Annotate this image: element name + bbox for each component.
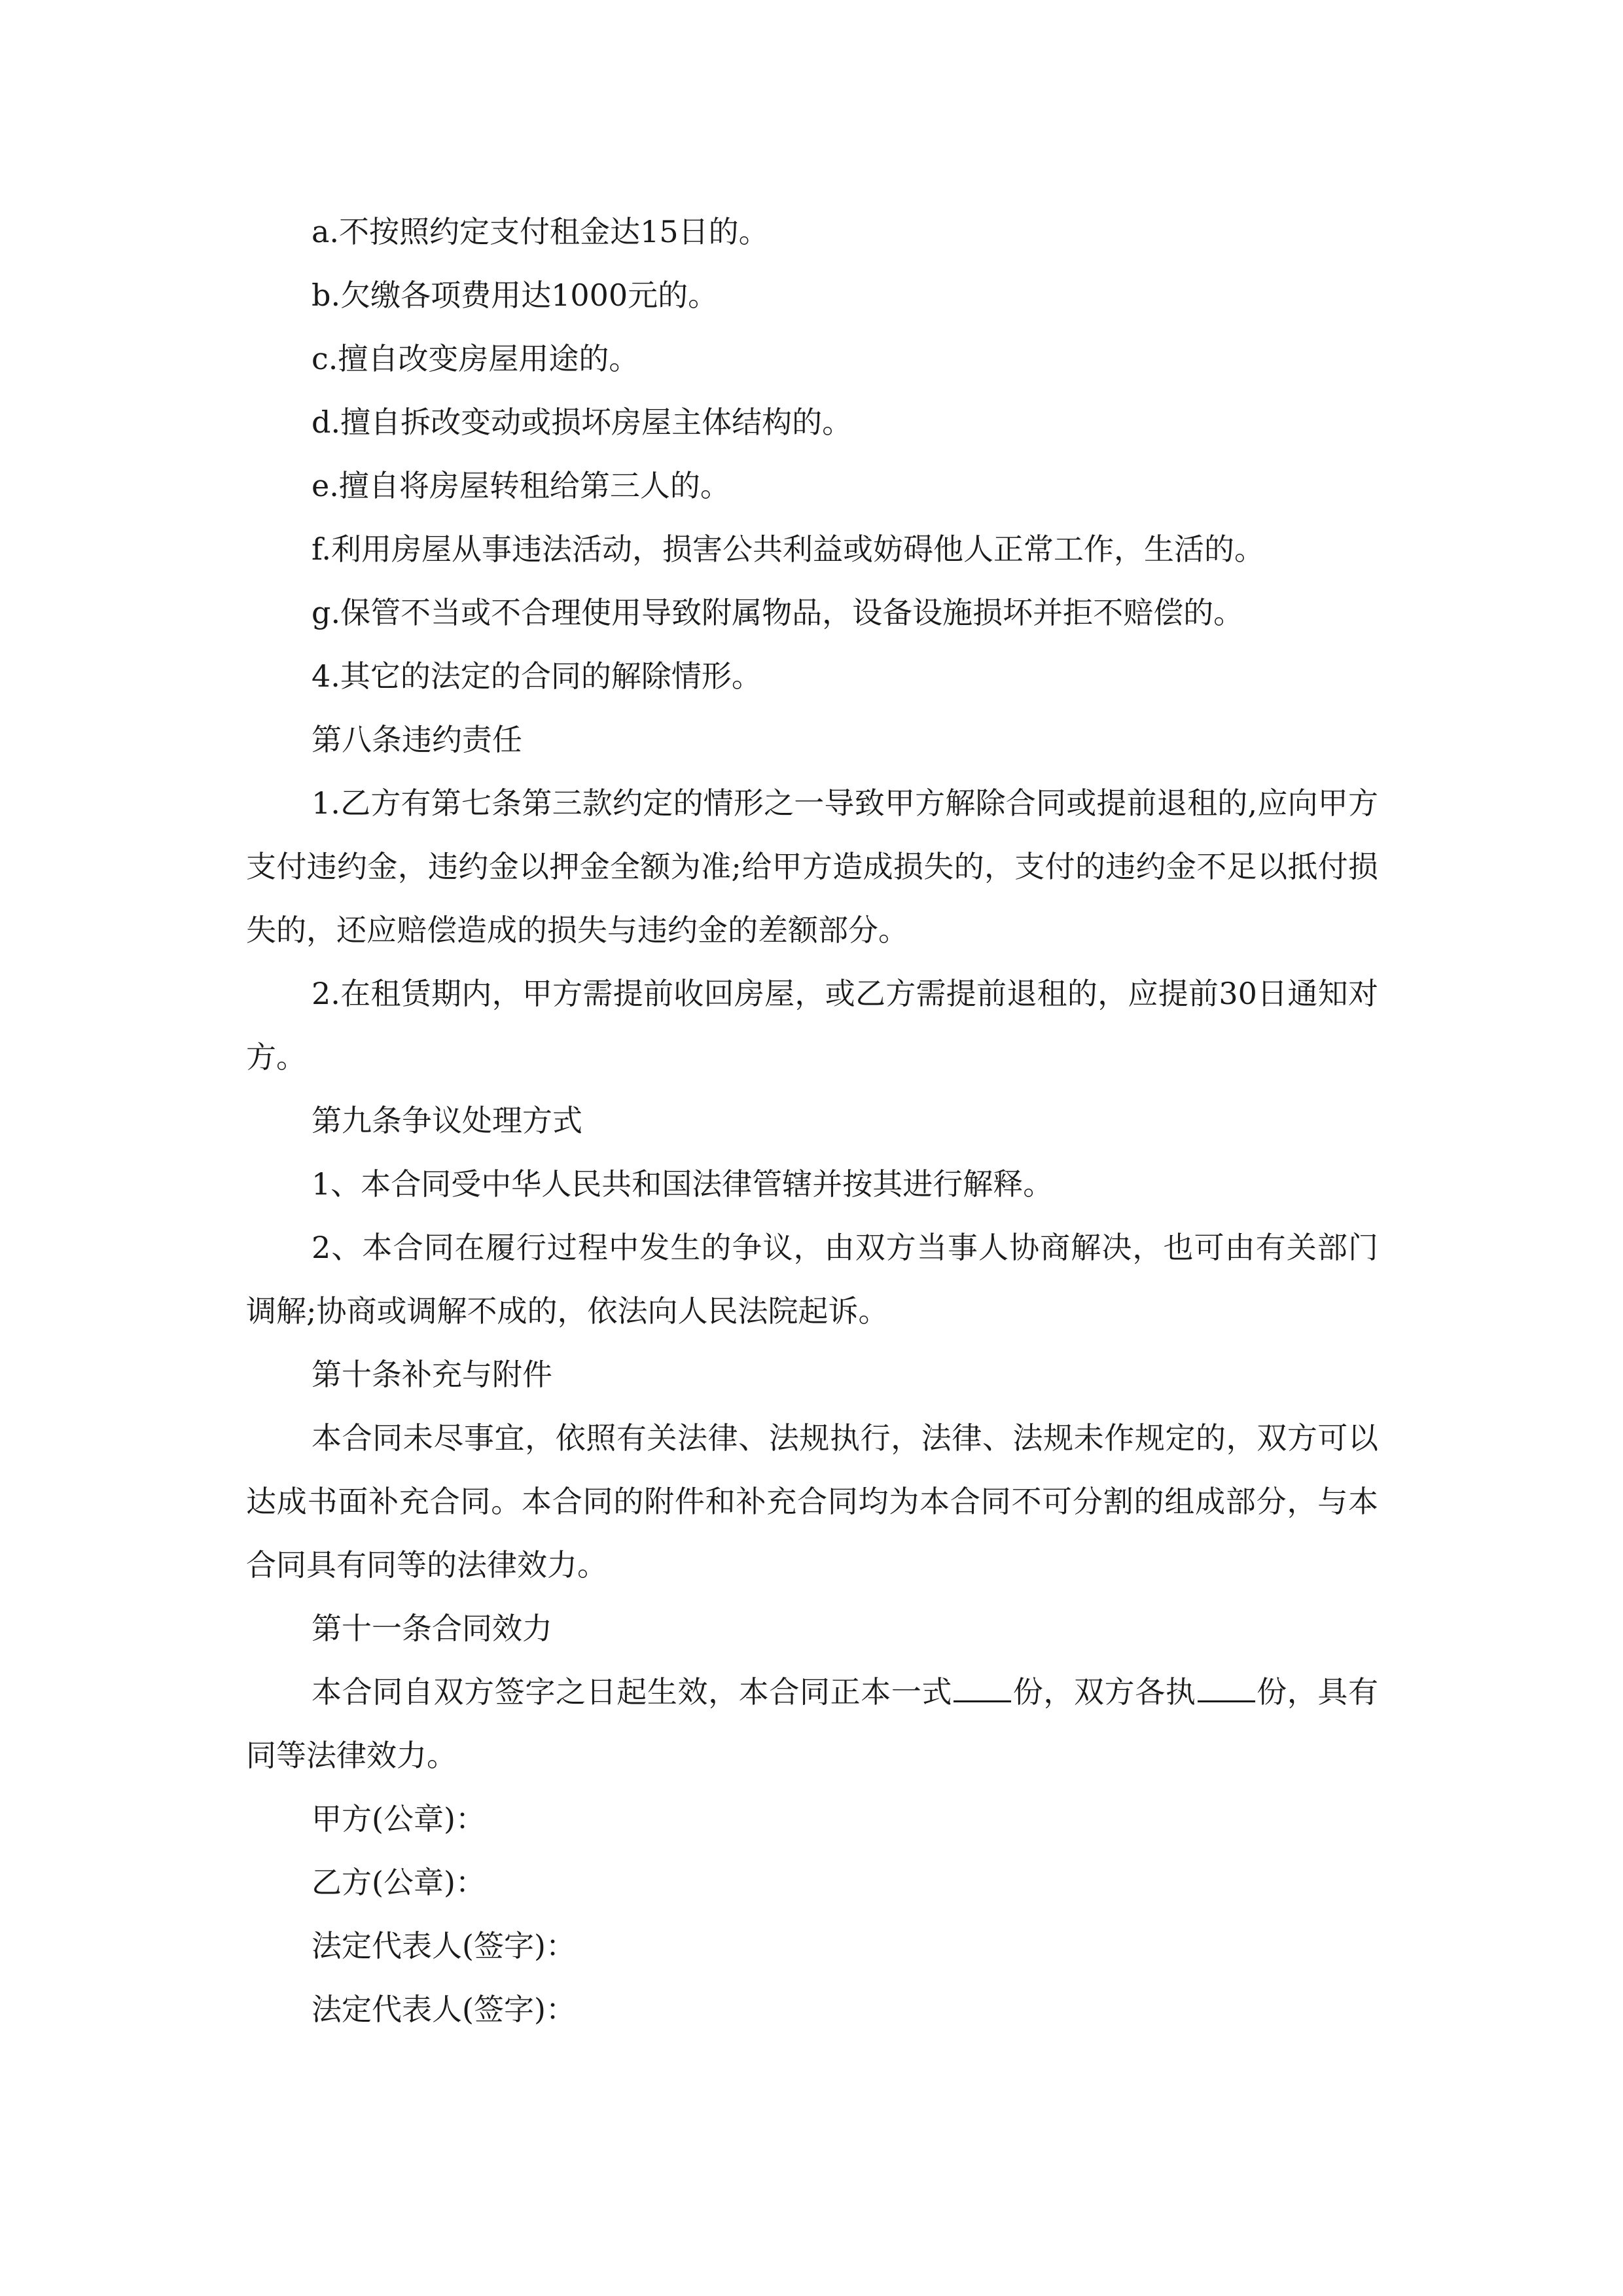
article-11-text-part-3: 份，具有同等法律效力。 <box>246 1674 1378 1773</box>
article-9-title: 第九条争议处理方式 <box>312 1103 582 1138</box>
article-11-text-part-1: 本合同自双方签字之日起生效，本合同正本一式 <box>312 1674 953 1710</box>
clause-item-4: 4.其它的法定的合同的解除情形。 <box>312 658 762 694</box>
document-body <box>246 200 1378 2041</box>
clause-item-g: g.保管不当或不合理使用导致附属物品，设备设施损坏并拒不赔偿的。 <box>312 595 1244 630</box>
article-8-paragraph-1: 1.乙方有第七条第三款约定的情形之一导致甲方解除合同或提前退租的,应向甲方支付违约金，违约金以押金全额为准;给甲方造成损失的，支付的违约金不足以抵付损失的，还应赔偿造成的损失与违约金的差额部分。 <box>246 785 1378 948</box>
clause-item-b: b.欠缴各项费用达1000元的。 <box>312 278 719 313</box>
article-10-title: 第十条补充与附件 <box>312 1357 552 1392</box>
signature-party-a: 甲方(公章)： <box>312 1801 486 1837</box>
clause-item-a: a.不按照约定支付租金达15日的。 <box>312 214 769 249</box>
signature-representative-b: 法定代表人(签字)： <box>312 1992 576 2027</box>
article-9-paragraph-1: 1、本合同受中华人民共和国法律管辖并按其进行解释。 <box>312 1166 1054 1202</box>
copies-total-blank <box>954 1674 1011 1702</box>
article-10-paragraph-1: 本合同未尽事宜，依照有关法律、法规执行，法律、法规未作规定的，双方可以达成书面补充合同。本合同的附件和补充合同均为本合同不可分割的组成部分，与本合同具有同等的法律效力。 <box>246 1420 1378 1583</box>
clause-item-c: c.擅自改变房屋用途的。 <box>312 341 639 376</box>
article-11-paragraph-1 <box>246 1660 1378 1787</box>
clause-item-e: e.擅自将房屋转租给第三人的。 <box>312 468 730 503</box>
article-9-paragraph-2: 2、本合同在履行过程中发生的争议，由双方当事人协商解决，也可由有关部门调解;协商或调解不成的，依法向人民法院起诉。 <box>246 1230 1378 1329</box>
clause-item-d: d.擅自拆改变动或损坏房屋主体结构的。 <box>312 404 853 440</box>
clause-item-f: f.利用房屋从事违法活动，损害公共利益或妨碍他人正常工作，生活的。 <box>312 531 1265 567</box>
signature-representative-a: 法定代表人(签字)： <box>312 1928 576 1964</box>
article-11-title: 第十一条合同效力 <box>312 1611 552 1646</box>
article-11-text-part-2: 份，双方各执 <box>1012 1674 1196 1710</box>
copies-each-blank <box>1198 1674 1255 1702</box>
article-8-title: 第八条违约责任 <box>312 722 522 757</box>
article-8-paragraph-2: 2.在租赁期内，甲方需提前收回房屋，或乙方需提前退租的，应提前30日通知对方。 <box>246 976 1378 1075</box>
signature-party-b: 乙方(公章)： <box>312 1865 486 1900</box>
